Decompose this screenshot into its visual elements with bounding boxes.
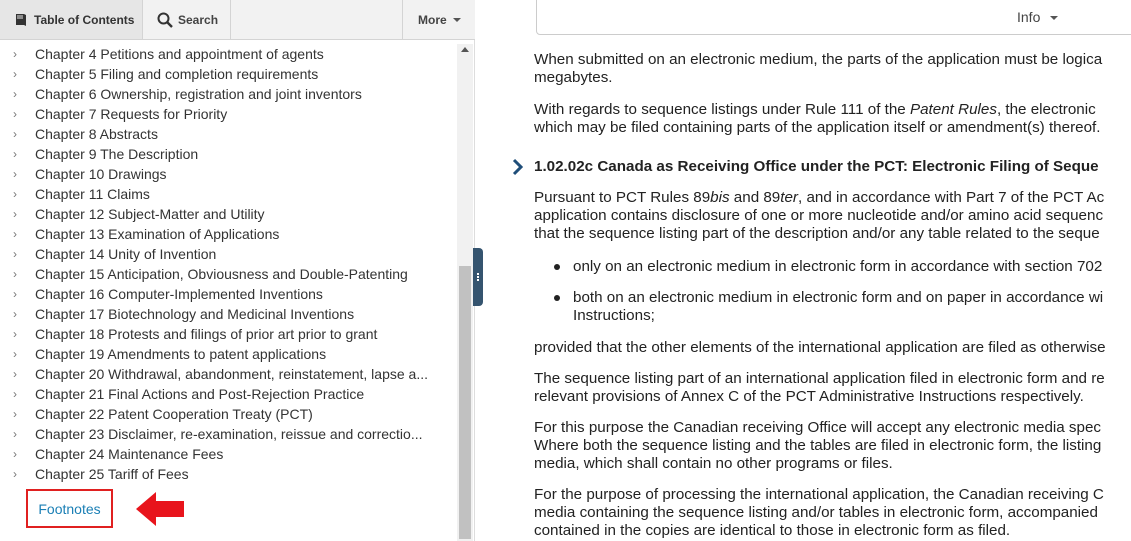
toc-item[interactable] (0, 184, 455, 204)
toc-item[interactable] (0, 344, 455, 364)
chevron-right-icon[interactable]: › (13, 87, 17, 101)
chevron-right-icon[interactable]: › (13, 207, 17, 221)
toc-item[interactable] (0, 144, 455, 164)
bullet-item-continued: Instructions; (573, 307, 655, 324)
paragraph-line: For this purpose the Canadian receiving Office will accept any electronic media spec (534, 419, 1102, 436)
toc-item-label[interactable]: Chapter 20 Withdrawal, abandonment, reinstatement, lapse a... (35, 366, 428, 382)
chevron-right-icon[interactable]: › (13, 387, 17, 401)
toc-item-label[interactable]: Chapter 21 Final Actions and Post-Rejection Practice (35, 386, 365, 402)
toc-item[interactable] (0, 224, 455, 244)
chevron-right-icon[interactable]: › (13, 127, 17, 141)
toc-item-label[interactable]: Chapter 15 Anticipation, Obviousness and Double-Patenting (35, 266, 408, 282)
toc-item[interactable] (0, 284, 455, 304)
toc-item[interactable] (0, 424, 455, 444)
table-of-contents-tab[interactable] (0, 0, 143, 39)
toc-list (0, 44, 455, 484)
toc-item[interactable] (0, 464, 455, 484)
chevron-right-icon[interactable]: › (13, 427, 17, 441)
toc-item-label[interactable]: Chapter 14 Unity of Invention (35, 246, 217, 262)
more-label: More (418, 12, 447, 27)
toc-item[interactable] (0, 164, 455, 184)
red-arrow-icon (134, 490, 186, 528)
chevron-right-icon[interactable] (511, 158, 523, 176)
paragraph-line: The sequence listing part of an international application filed in electronic form and re (534, 370, 1105, 387)
chevron-right-icon[interactable]: › (13, 327, 17, 341)
chevron-right-icon[interactable]: › (13, 287, 17, 301)
chevron-right-icon[interactable]: › (13, 187, 17, 201)
chevron-right-icon[interactable]: › (13, 47, 17, 61)
toc-item[interactable] (0, 204, 455, 224)
chevron-right-icon[interactable]: › (13, 107, 17, 121)
toc-item-label[interactable]: Chapter 4 Petitions and appointment of agents (35, 46, 324, 62)
patent-rules-emphasis: Patent Rules (909, 101, 997, 118)
toc-item-label[interactable]: Chapter 6 Ownership, registration and joint inventors (35, 86, 362, 102)
toc-item-label[interactable]: Chapter 13 Examination of Applications (35, 226, 280, 242)
paragraph-line: Where both the sequence listing and the tables are filed in electronic form, the listing (534, 437, 1102, 454)
toc-item-label[interactable]: Chapter 22 Patent Cooperation Treaty (PCT) (35, 406, 313, 422)
toc-item[interactable] (0, 104, 455, 124)
book-icon (14, 13, 29, 27)
panel-resize-handle[interactable] (473, 248, 483, 306)
search-tab-label: Search (178, 12, 219, 27)
toc-item[interactable] (0, 264, 455, 284)
paragraph-line: For the purpose of processing the international application, the Canadian receiving C (534, 486, 1104, 503)
chevron-right-icon[interactable]: › (13, 227, 17, 241)
document-content (534, 0, 1131, 541)
toc-item[interactable] (0, 404, 455, 424)
paragraph-line: When submitted on an electronic medium, the parts of the application must be logica (534, 51, 1103, 68)
search-tab[interactable] (143, 0, 231, 39)
toc-item-label[interactable]: Chapter 24 Maintenance Fees (35, 446, 224, 462)
footnotes-link[interactable]: Footnotes (38, 500, 101, 517)
toc-item[interactable] (0, 444, 455, 464)
toc-item[interactable] (0, 244, 455, 264)
toc-item[interactable] (0, 84, 455, 104)
toc-item-label[interactable]: Chapter 18 Protests and filings of prior art prior to grant (35, 326, 378, 342)
toc-scrollbar[interactable] (457, 44, 473, 541)
toc-item[interactable] (0, 384, 455, 404)
chevron-right-icon[interactable]: › (13, 167, 17, 181)
paragraph-line: media containing the sequence listing and/or tables in electronic form, accompanied (534, 504, 1098, 521)
scroll-up-arrow-icon[interactable] (461, 47, 469, 52)
chevron-right-icon[interactable]: › (13, 307, 17, 321)
toc-tab-label: Table of Contents (34, 12, 135, 27)
chevron-right-icon[interactable]: › (13, 67, 17, 81)
chevron-right-icon[interactable]: › (13, 407, 17, 421)
search-icon (157, 12, 173, 28)
toc-item[interactable] (0, 304, 455, 324)
paragraph-line: contained in the copies are identical to those in electronic form as filed. (534, 522, 1011, 539)
bullet-dot (554, 295, 560, 301)
toc-item-label[interactable]: Chapter 25 Tariff of Fees (35, 466, 189, 482)
toc-item-label[interactable]: Chapter 19 Amendments to patent applications (35, 346, 327, 362)
chevron-right-icon[interactable]: › (13, 347, 17, 361)
toc-item[interactable] (0, 64, 455, 84)
toc-item-label[interactable]: Chapter 11 Claims (35, 186, 150, 202)
chevron-right-icon[interactable]: › (13, 367, 17, 381)
bullet-dot (554, 264, 560, 270)
chevron-right-icon[interactable]: › (13, 467, 17, 481)
paragraph-line: which may be filed containing parts of the application itself or amendment(s) thereof. (534, 119, 1101, 136)
chevron-right-icon[interactable]: › (13, 267, 17, 281)
footnotes-highlight-box (26, 489, 113, 528)
toc-item-label[interactable]: Chapter 23 Disclaimer, re-examination, reissue and correctio... (35, 426, 423, 442)
paragraph-line: provided that the other elements of the international application are filed as otherwise (534, 339, 1106, 356)
paragraph-line: relevant provisions of Annex C of the PCT Administrative Instructions respectively. (534, 388, 1084, 405)
toc-toolbar (0, 0, 475, 40)
paragraph-line: megabytes. (534, 69, 613, 86)
info-label: Info (1017, 9, 1041, 25)
bullet-item: both on an electronic medium in electronic form and on paper in accordance wi (573, 289, 1104, 306)
section-heading: 1.02.02c Canada as Receiving Office under the PCT: Electronic Filing of Seque (534, 158, 1099, 175)
toc-item-label[interactable]: Chapter 7 Requests for Priority (35, 106, 228, 122)
toc-item-label[interactable]: Chapter 10 Drawings (35, 166, 167, 182)
chevron-right-icon[interactable]: › (13, 447, 17, 461)
scrollbar-thumb[interactable] (459, 266, 471, 539)
toc-item[interactable] (0, 44, 455, 64)
toc-item[interactable] (0, 364, 455, 384)
toc-item-label[interactable]: Chapter 8 Abstracts (35, 126, 158, 142)
toc-item-label[interactable]: Chapter 9 The Description (35, 146, 199, 162)
toc-item[interactable] (0, 324, 455, 344)
caret-down-icon (453, 18, 461, 22)
paragraph-line: that the sequence listing part of the description and/or any table related to the seque (534, 225, 1100, 242)
paragraph-line: media, which shall contain no other programs or files. (534, 455, 893, 472)
paragraph-line: Pursuant to PCT Rules 89bis and 89ter, and in accordance with Part 7 of the PCT Ac (534, 189, 1105, 206)
chevron-right-icon[interactable]: › (13, 247, 17, 261)
chevron-right-icon[interactable]: › (13, 147, 17, 161)
toc-panel (0, 0, 475, 541)
toc-item-label[interactable]: Chapter 16 Computer-Implemented Inventions (35, 286, 323, 302)
toc-item[interactable] (0, 124, 455, 144)
toc-item-label[interactable]: Chapter 12 Subject-Matter and Utility (35, 206, 265, 222)
bullet-item: only on an electronic medium in electronic form in accordance with section 702 (573, 258, 1103, 275)
toc-item-label[interactable]: Chapter 17 Biotechnology and Medicinal Inventions (35, 306, 355, 322)
paragraph-line: With regards to sequence listings under Rule 111 of the Patent Rules, the electronic (534, 101, 1096, 118)
paragraph-line: application contains disclosure of one or more nucleotide and/or amino acid sequenc (534, 207, 1104, 224)
more-dropdown[interactable] (402, 0, 475, 39)
toc-item-label[interactable]: Chapter 5 Filing and completion requirements (35, 66, 319, 82)
